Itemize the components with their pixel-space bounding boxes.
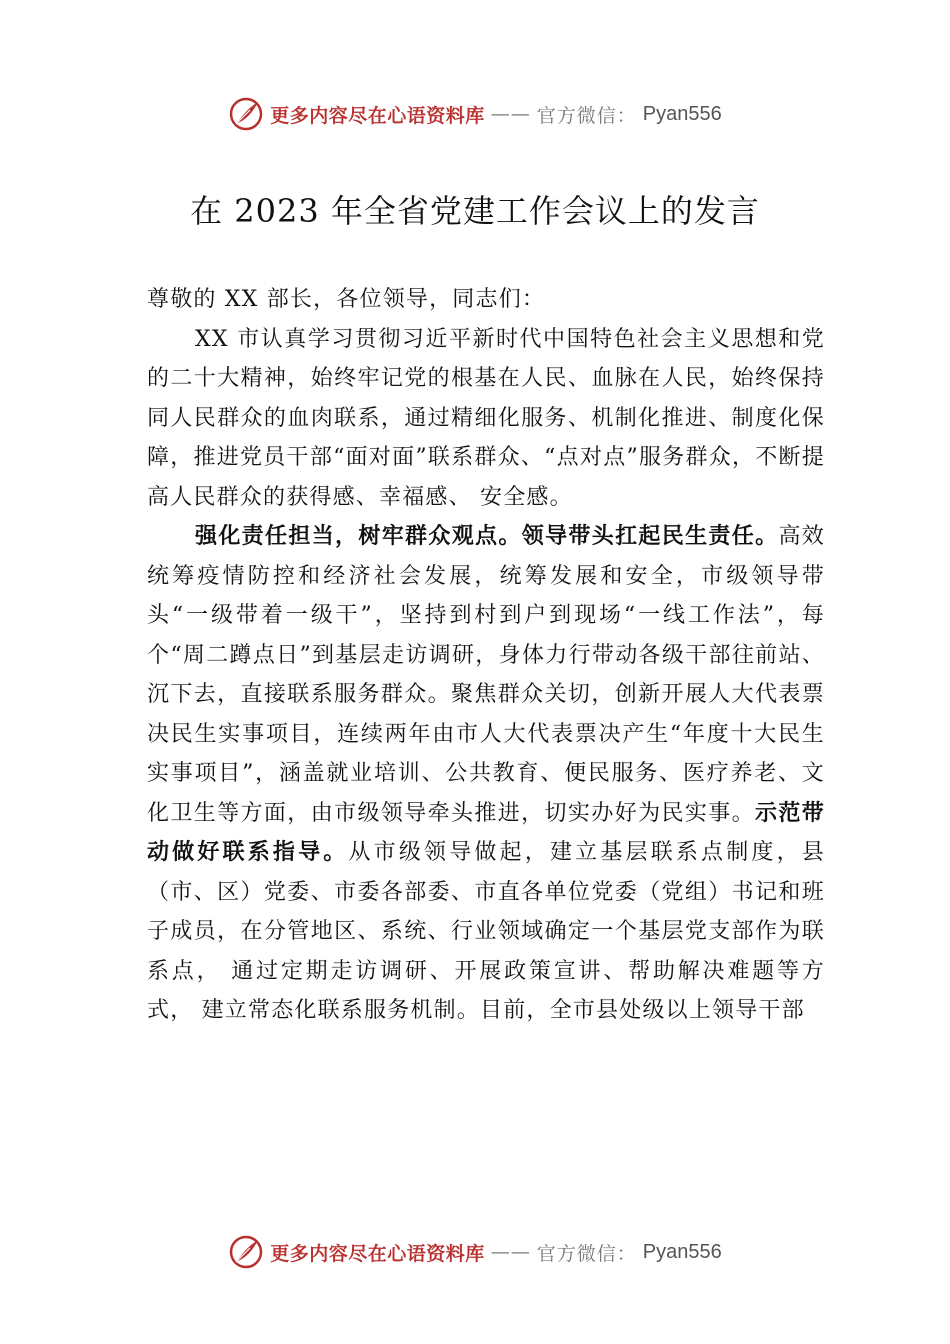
footer-wechat-id: Pyan556 — [642, 1240, 722, 1263]
header-wechat-id: Pyan556 — [642, 102, 722, 125]
footer-brand-text: 更多内容尽在心语资料库 — [270, 1242, 485, 1265]
paragraph-2-subheading: 示范带动做好联系指导。 — [147, 799, 826, 865]
document-body — [147, 280, 825, 1031]
paragraph-2-body-b: 从市级领导做起，建立基层联系点制度，县（市、区）党委、市委各部委、市直各单位党委（党组）书记和班子成员，在分管地区、系统、行业领域确定一个基层党支部作为联系点， 通过定期走访调研、开展政策宣讲、帮助解决难题等方式， 建立常态化联系服务机制。目前，全市县处级以上领导干部 — [147, 840, 825, 1023]
footer-banner — [0, 1232, 950, 1272]
salutation: 尊敬的 XX 部长，各位领导，同志们： — [147, 287, 546, 312]
paragraph-1: XX 市认真学习贯彻习近平新时代中国特色社会主义思想和党的二十大精神，始终牢记党的根基在人民、血脉在人民，始终保持同人民群众的血肉联系，通过精细化服务、机制化推进、制度化保障，推进党员干部“面对面”联系群众、“点对点”服务群众，不断提高人民群众的获得感、幸福感、 安全感。 — [147, 326, 825, 510]
footer-dash: —— — [490, 1241, 531, 1263]
feather-logo-icon — [228, 1234, 264, 1270]
paragraph-2-heading: 强化责任担当，树牢群众观点。领导带头扛起民生责任。 — [195, 523, 779, 549]
document-title: 在 2023 年全省党建工作会议上的发言 — [190, 192, 760, 230]
header-banner — [0, 94, 950, 134]
header-brand-text: 更多内容尽在心语资料库 — [270, 104, 485, 127]
feather-logo-icon — [228, 96, 264, 132]
header-wechat-label: 官方微信： — [536, 104, 637, 127]
paragraph-2-body-a: 高效统筹疫情防控和经济社会发展，统筹发展和安全，市级领导带头“一级带着一级干”，坚持到村到户到现场“一线工作法”，每个“周二蹲点日”到基层走访调研，身体力行带动各级干部往前站、沉下去，直接联系服务群众。聚焦群众关切，创新开展人大代表票决民生实事项目，连续两年由市人大代表票决产生“年度十大民生实事项目”，涵盖就业培训、公共教育、便民服务、医疗养老、文化卫生等方面，由市级领导牵头推进，切实办好为民实事。 — [147, 524, 825, 826]
paragraph-2 — [147, 517, 825, 1031]
footer-wechat-label: 官方微信： — [536, 1242, 637, 1265]
header-dash: —— — [490, 103, 531, 125]
